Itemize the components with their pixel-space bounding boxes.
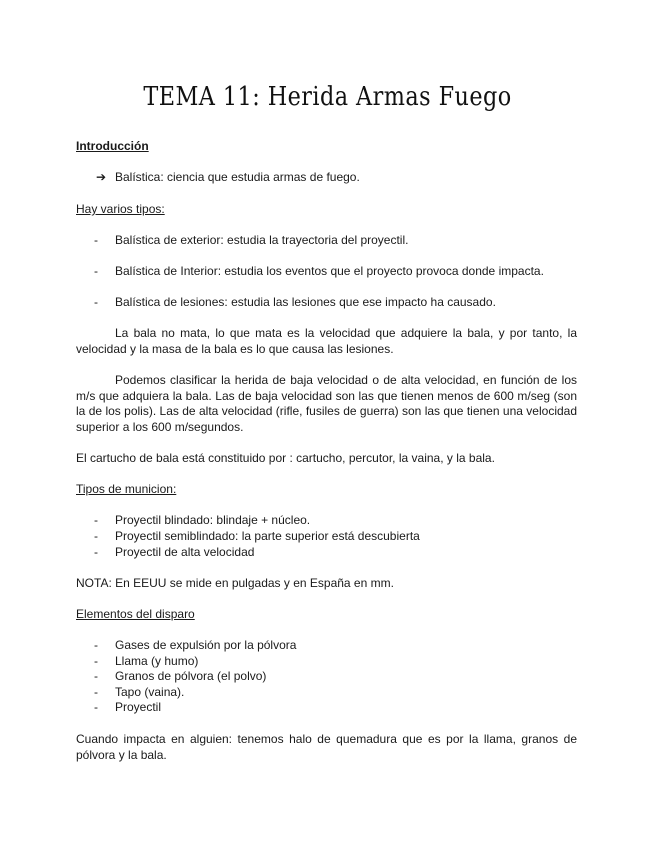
list-item-text: Tapo (vaina). bbox=[115, 685, 185, 699]
tipos-heading: Hay varios tipos: bbox=[76, 202, 165, 216]
list-item-text: Balística de exterior: estudia la trayectoria del proyectil. bbox=[115, 233, 409, 247]
bullet-dash: - bbox=[94, 669, 98, 683]
bullet-dash: - bbox=[94, 545, 98, 559]
paragraph-cartucho: El cartucho de bala está constituido por : cartucho, percutor, la vaina, y la bala. bbox=[76, 451, 495, 465]
list-item-text: Gases de expulsión por la pólvora bbox=[115, 638, 297, 652]
bullet-dash: - bbox=[94, 233, 98, 247]
list-item-text: Balística de Interior: estudia los eventos que el proyecto provoca donde impacta. bbox=[115, 264, 544, 278]
bullet-dash: - bbox=[94, 264, 98, 278]
bullet-dash: - bbox=[94, 685, 98, 699]
bullet-dash: - bbox=[94, 654, 98, 668]
bullet-dash: - bbox=[94, 529, 98, 543]
municion-heading: Tipos de municion: bbox=[76, 482, 177, 496]
intro-arrow-text: Balística: ciencia que estudia armas de fuego. bbox=[115, 170, 360, 184]
intro-heading: Introducción bbox=[76, 139, 149, 153]
list-item-text: Proyectil blindado: blindaje + núcleo. bbox=[115, 513, 311, 527]
bullet-dash: - bbox=[94, 700, 98, 714]
bullet-dash: - bbox=[94, 638, 98, 652]
elementos-heading: Elementos del disparo bbox=[76, 607, 195, 621]
arrow-right-icon: ➔ bbox=[96, 170, 107, 184]
paragraph-bala: La bala no mata, lo que mata es la velocidad que adquiere la bala, y por tanto, la velocidad y la masa de la bala es lo que causa las lesiones. bbox=[76, 326, 577, 356]
bullet-dash: - bbox=[94, 295, 98, 309]
paragraph-velocidad: Podemos clasificar la herida de baja velocidad o de alta velocidad, en función de los m/s que adquiera la bala. Las de baja velocidad son las que tienen menos de 600 m/seg (son la de los polis). Las de alta velocidad (rifle, fusiles de guerra) son las que tienen una velocidad superior a los 600 m/segundos. bbox=[76, 373, 577, 434]
paragraph-impacto: Cuando impacta en alguien: tenemos halo de quemadura que es por la llama, granos de pólvora y la bala. bbox=[76, 732, 577, 762]
bullet-dash: - bbox=[94, 513, 98, 527]
list-item-text: Granos de pólvora (el polvo) bbox=[115, 669, 267, 683]
list-item-text: Llama (y humo) bbox=[115, 654, 199, 668]
list-item-text: Balística de lesiones: estudia las lesiones que ese impacto ha causado. bbox=[115, 295, 496, 309]
list-item-text: Proyectil de alta velocidad bbox=[115, 545, 255, 559]
list-item-text: Proyectil semiblindado: la parte superior está descubierta bbox=[115, 529, 420, 543]
page-title: TEMA 11: Herida Armas Fuego bbox=[143, 82, 512, 112]
nota-text: NOTA: En EEUU se mide en pulgadas y en España en mm. bbox=[76, 576, 394, 590]
list-item-text: Proyectil bbox=[115, 700, 162, 714]
